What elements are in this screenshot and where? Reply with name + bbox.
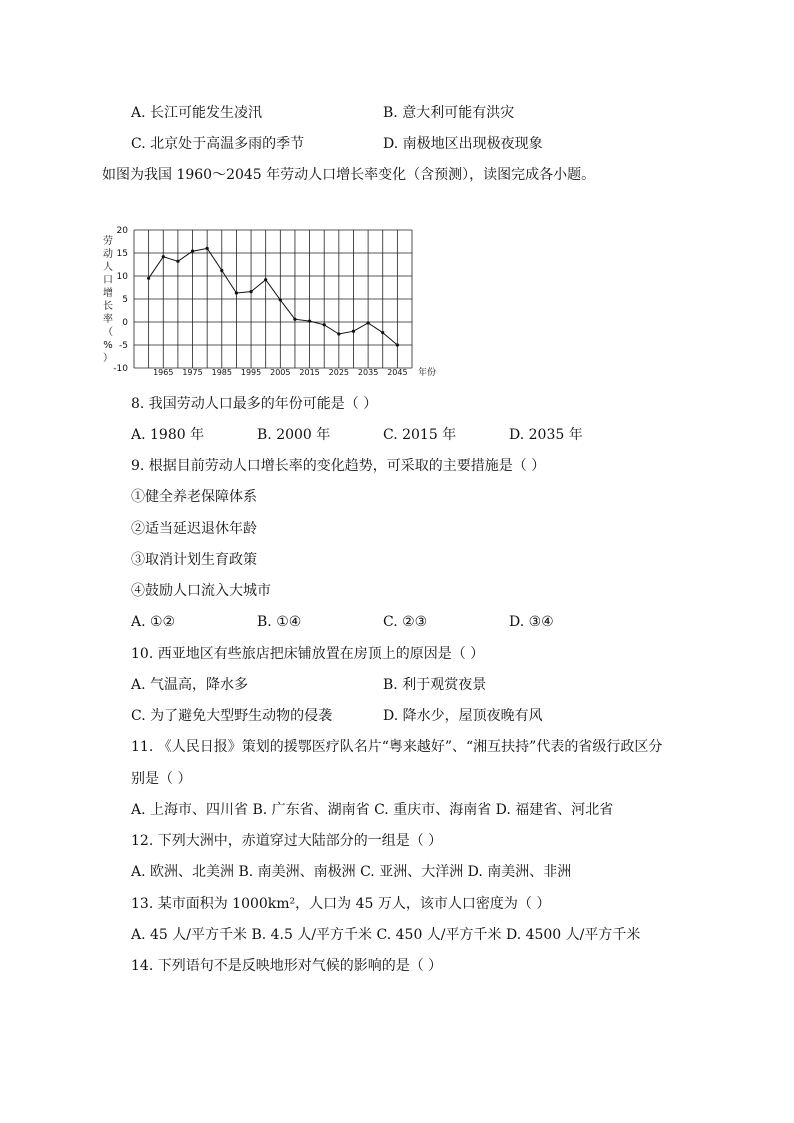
data-point xyxy=(249,290,252,293)
x-axis-label: 年份 xyxy=(418,368,437,378)
data-point xyxy=(323,323,326,326)
data-point xyxy=(367,321,370,324)
y-axis-label-char: 率 xyxy=(103,314,113,325)
intro-text: 如图为我国 1960～2045 年劳动人口增长率变化（含预测），读图完成各小题。 xyxy=(102,167,596,183)
q13-stem: 13. 某市面积为 1000km²，人口为 45 万人，该市人口密度为（ ） xyxy=(131,896,551,912)
option-d: D. 南极地区出现极夜现象 xyxy=(383,136,543,152)
data-point xyxy=(147,277,150,280)
data-points xyxy=(147,247,399,347)
y-tick-label: -5 xyxy=(119,341,128,351)
q9-item-1: ①健全养老保障体系 xyxy=(131,489,257,505)
q9-item-2: ②适当延迟退休年龄 xyxy=(131,521,257,537)
data-point xyxy=(308,319,311,322)
y-axis-label-char: 劳 xyxy=(103,236,113,247)
q8-stem: 8. 我国劳动人口最多的年份可能是（ ） xyxy=(131,396,378,412)
q9-option-b: B. ①④ xyxy=(257,614,302,630)
chart-grid xyxy=(134,230,412,368)
data-point xyxy=(235,291,238,294)
q11-stem-cont: 别是（ ） xyxy=(131,771,192,787)
y-axis-label-char: % xyxy=(103,340,113,351)
x-tick-label: 2045 xyxy=(387,368,408,377)
q8-option-d: D. 2035 年 xyxy=(509,427,583,443)
x-tick-label: 2025 xyxy=(328,368,350,377)
q9-stem: 9. 根据目前劳动人口增长率的变化趋势，可采取的主要措施是（ ） xyxy=(131,458,546,474)
y-tick-label: 5 xyxy=(122,295,128,305)
q11-stem: 11. 《人民日报》策划的援鄂医疗队名片“粤来越好”、“湘互扶持”代表的省级行政区分 xyxy=(131,739,663,755)
y-axis-label-char: （ xyxy=(103,327,113,338)
q10-option-c: C. 为了避免大型野生动物的侵袭 xyxy=(131,708,333,724)
y-axis-label-char: 动 xyxy=(103,249,113,260)
data-point xyxy=(206,247,209,250)
x-tick-labels xyxy=(153,368,407,377)
q13-options: A. 45 人/平方千米 B. 4.5 人/平方千米 C. 450 人/平方千米 D. 4500 人/平方千米 xyxy=(131,927,641,943)
q9-item-4: ④鼓励人口流入大城市 xyxy=(131,583,271,599)
q10-stem: 10. 西亚地区有些旅店把床铺放置在房顶上的原因是（ ） xyxy=(131,646,485,662)
data-point xyxy=(264,278,267,281)
q10-option-b: B. 利于观赏夜景 xyxy=(383,677,487,693)
y-tick-labels xyxy=(113,226,128,374)
q9-option-c: C. ②③ xyxy=(383,614,428,630)
data-point xyxy=(352,330,355,333)
data-point xyxy=(293,318,296,321)
q8-option-b: B. 2000 年 xyxy=(257,427,331,443)
q8-option-c: C. 2015 年 xyxy=(383,427,457,443)
option-c: C. 北京处于高温多雨的季节 xyxy=(131,136,305,152)
y-axis-label-char: 增 xyxy=(103,288,113,299)
y-axis-label-char: 口 xyxy=(103,275,113,286)
x-tick-label: 1975 xyxy=(182,368,203,377)
x-tick-label: 1985 xyxy=(211,368,232,377)
q9-option-d: D. ③④ xyxy=(509,614,554,630)
data-point xyxy=(337,332,340,335)
y-axis-label-char: ） xyxy=(103,353,113,364)
labor-growth-chart xyxy=(96,222,456,382)
q9-item-3: ③取消计划生育政策 xyxy=(131,552,257,568)
series-line xyxy=(149,248,398,345)
y-tick-label: 10 xyxy=(116,272,128,282)
x-tick-label: 2015 xyxy=(299,368,320,377)
q12-options: A. 欧洲、北美洲 B. 南美洲、南极洲 C. 亚洲、大洋洲 D. 南美洲、非洲 xyxy=(131,864,572,880)
option-a: A. 长江可能发生凌汛 xyxy=(131,105,263,121)
data-point xyxy=(381,331,384,334)
y-axis-label-char: 人 xyxy=(103,262,113,273)
data-point xyxy=(396,343,399,346)
y-tick-label: -10 xyxy=(113,364,128,374)
data-point xyxy=(191,250,194,253)
y-tick-label: 15 xyxy=(116,249,128,259)
y-axis-label xyxy=(103,234,113,364)
x-tick-label: 1995 xyxy=(240,368,262,377)
q9-option-a: A. ①② xyxy=(131,614,176,630)
data-point xyxy=(220,269,223,272)
q12-stem: 12. 下列大洲中，赤道穿过大陆部分的一组是（ ） xyxy=(131,833,443,849)
q14-stem: 14. 下列语句不是反映地形对气候的影响的是（ ） xyxy=(131,958,443,974)
y-axis-label-char: 长 xyxy=(103,301,113,312)
q11-options: A. 上海市、四川省 B. 广东省、湖南省 C. 重庆市、海南省 D. 福建省、河北省 xyxy=(131,802,614,818)
data-point xyxy=(176,260,179,263)
y-tick-label: 20 xyxy=(116,226,128,236)
x-tick-label: 1965 xyxy=(153,368,174,377)
x-tick-label: 2035 xyxy=(357,368,379,377)
x-tick-label: 2005 xyxy=(270,368,291,377)
q8-option-a: A. 1980 年 xyxy=(131,427,205,443)
data-point xyxy=(279,298,282,301)
q10-option-a: A. 气温高，降水多 xyxy=(131,677,249,693)
data-point xyxy=(162,255,165,258)
q10-option-d: D. 降水少，屋顶夜晚有风 xyxy=(383,708,543,724)
option-b: B. 意大利可能有洪灾 xyxy=(383,105,515,121)
y-tick-label: 0 xyxy=(122,318,128,328)
